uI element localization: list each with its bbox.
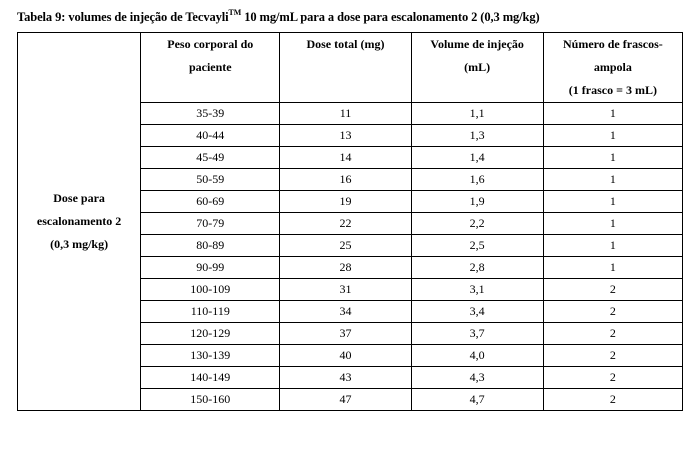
cell-weight: 130-139 — [141, 345, 280, 367]
caption-prefix: Tabela 9: volumes de injeção de Tecvayli — [17, 10, 229, 24]
cell-weight: 60-69 — [141, 191, 280, 213]
row-header-cell — [18, 33, 141, 411]
header-dose — [280, 33, 411, 103]
cell-weight: 150-160 — [141, 389, 280, 411]
cell-vials: 2 — [543, 345, 682, 367]
caption-suffix: 10 mg/mL para a dose para escalonamento 2 (0,3 mg/kg) — [241, 10, 540, 24]
cell-dose: 28 — [280, 257, 411, 279]
cell-vials: 2 — [543, 279, 682, 301]
cell-dose: 11 — [280, 103, 411, 125]
header-line: Volume de injeção — [430, 37, 524, 51]
cell-volume: 2,2 — [411, 213, 543, 235]
row-header-line: (0,3 mg/kg) — [50, 237, 109, 251]
header-line: Dose total (mg) — [306, 37, 385, 51]
cell-dose: 31 — [280, 279, 411, 301]
cell-vials: 1 — [543, 169, 682, 191]
cell-vials: 1 — [543, 235, 682, 257]
cell-vials: 1 — [543, 257, 682, 279]
cell-vials: 1 — [543, 103, 682, 125]
cell-vials: 2 — [543, 389, 682, 411]
cell-vials: 1 — [543, 213, 682, 235]
cell-vials: 2 — [543, 301, 682, 323]
header-volume — [411, 33, 543, 103]
header-vials — [543, 33, 682, 103]
cell-volume: 1,3 — [411, 125, 543, 147]
cell-dose: 25 — [280, 235, 411, 257]
cell-dose: 37 — [280, 323, 411, 345]
cell-weight: 140-149 — [141, 367, 280, 389]
cell-volume: 3,1 — [411, 279, 543, 301]
cell-volume: 4,0 — [411, 345, 543, 367]
cell-weight: 80-89 — [141, 235, 280, 257]
cell-weight: 40-44 — [141, 125, 280, 147]
cell-vials: 1 — [543, 125, 682, 147]
cell-dose: 34 — [280, 301, 411, 323]
cell-weight: 110-119 — [141, 301, 280, 323]
cell-dose: 13 — [280, 125, 411, 147]
header-line: (1 frasco = 3 mL) — [568, 83, 657, 97]
cell-weight: 45-49 — [141, 147, 280, 169]
trademark-mark: TM — [228, 8, 242, 17]
cell-dose: 14 — [280, 147, 411, 169]
cell-weight: 120-129 — [141, 323, 280, 345]
cell-weight: 90-99 — [141, 257, 280, 279]
cell-vials: 1 — [543, 191, 682, 213]
header-line: (mL) — [464, 60, 491, 74]
cell-weight: 35-39 — [141, 103, 280, 125]
cell-volume: 2,5 — [411, 235, 543, 257]
dose-volume-table — [17, 32, 683, 411]
cell-vials: 2 — [543, 367, 682, 389]
cell-dose: 16 — [280, 169, 411, 191]
row-header-line: Dose para — [53, 191, 105, 205]
cell-volume: 1,6 — [411, 169, 543, 191]
cell-volume: 3,7 — [411, 323, 543, 345]
cell-volume: 1,9 — [411, 191, 543, 213]
header-row — [18, 33, 683, 103]
cell-volume: 1,4 — [411, 147, 543, 169]
cell-volume: 3,4 — [411, 301, 543, 323]
cell-weight: 100-109 — [141, 279, 280, 301]
header-line: paciente — [188, 60, 232, 74]
cell-weight: 50-59 — [141, 169, 280, 191]
cell-dose: 22 — [280, 213, 411, 235]
cell-dose: 19 — [280, 191, 411, 213]
cell-dose: 47 — [280, 389, 411, 411]
header-line: Número de frascos- — [562, 37, 663, 51]
table-caption — [17, 10, 540, 25]
cell-dose: 40 — [280, 345, 411, 367]
cell-dose: 43 — [280, 367, 411, 389]
row-header-line: escalonamento 2 — [36, 214, 122, 228]
header-weight — [141, 33, 280, 103]
cell-volume: 4,7 — [411, 389, 543, 411]
cell-vials: 2 — [543, 323, 682, 345]
header-line: ampola — [593, 60, 632, 74]
cell-volume: 1,1 — [411, 103, 543, 125]
cell-volume: 4,3 — [411, 367, 543, 389]
cell-vials: 1 — [543, 147, 682, 169]
cell-volume: 2,8 — [411, 257, 543, 279]
header-line: Peso corporal do — [167, 37, 254, 51]
cell-weight: 70-79 — [141, 213, 280, 235]
